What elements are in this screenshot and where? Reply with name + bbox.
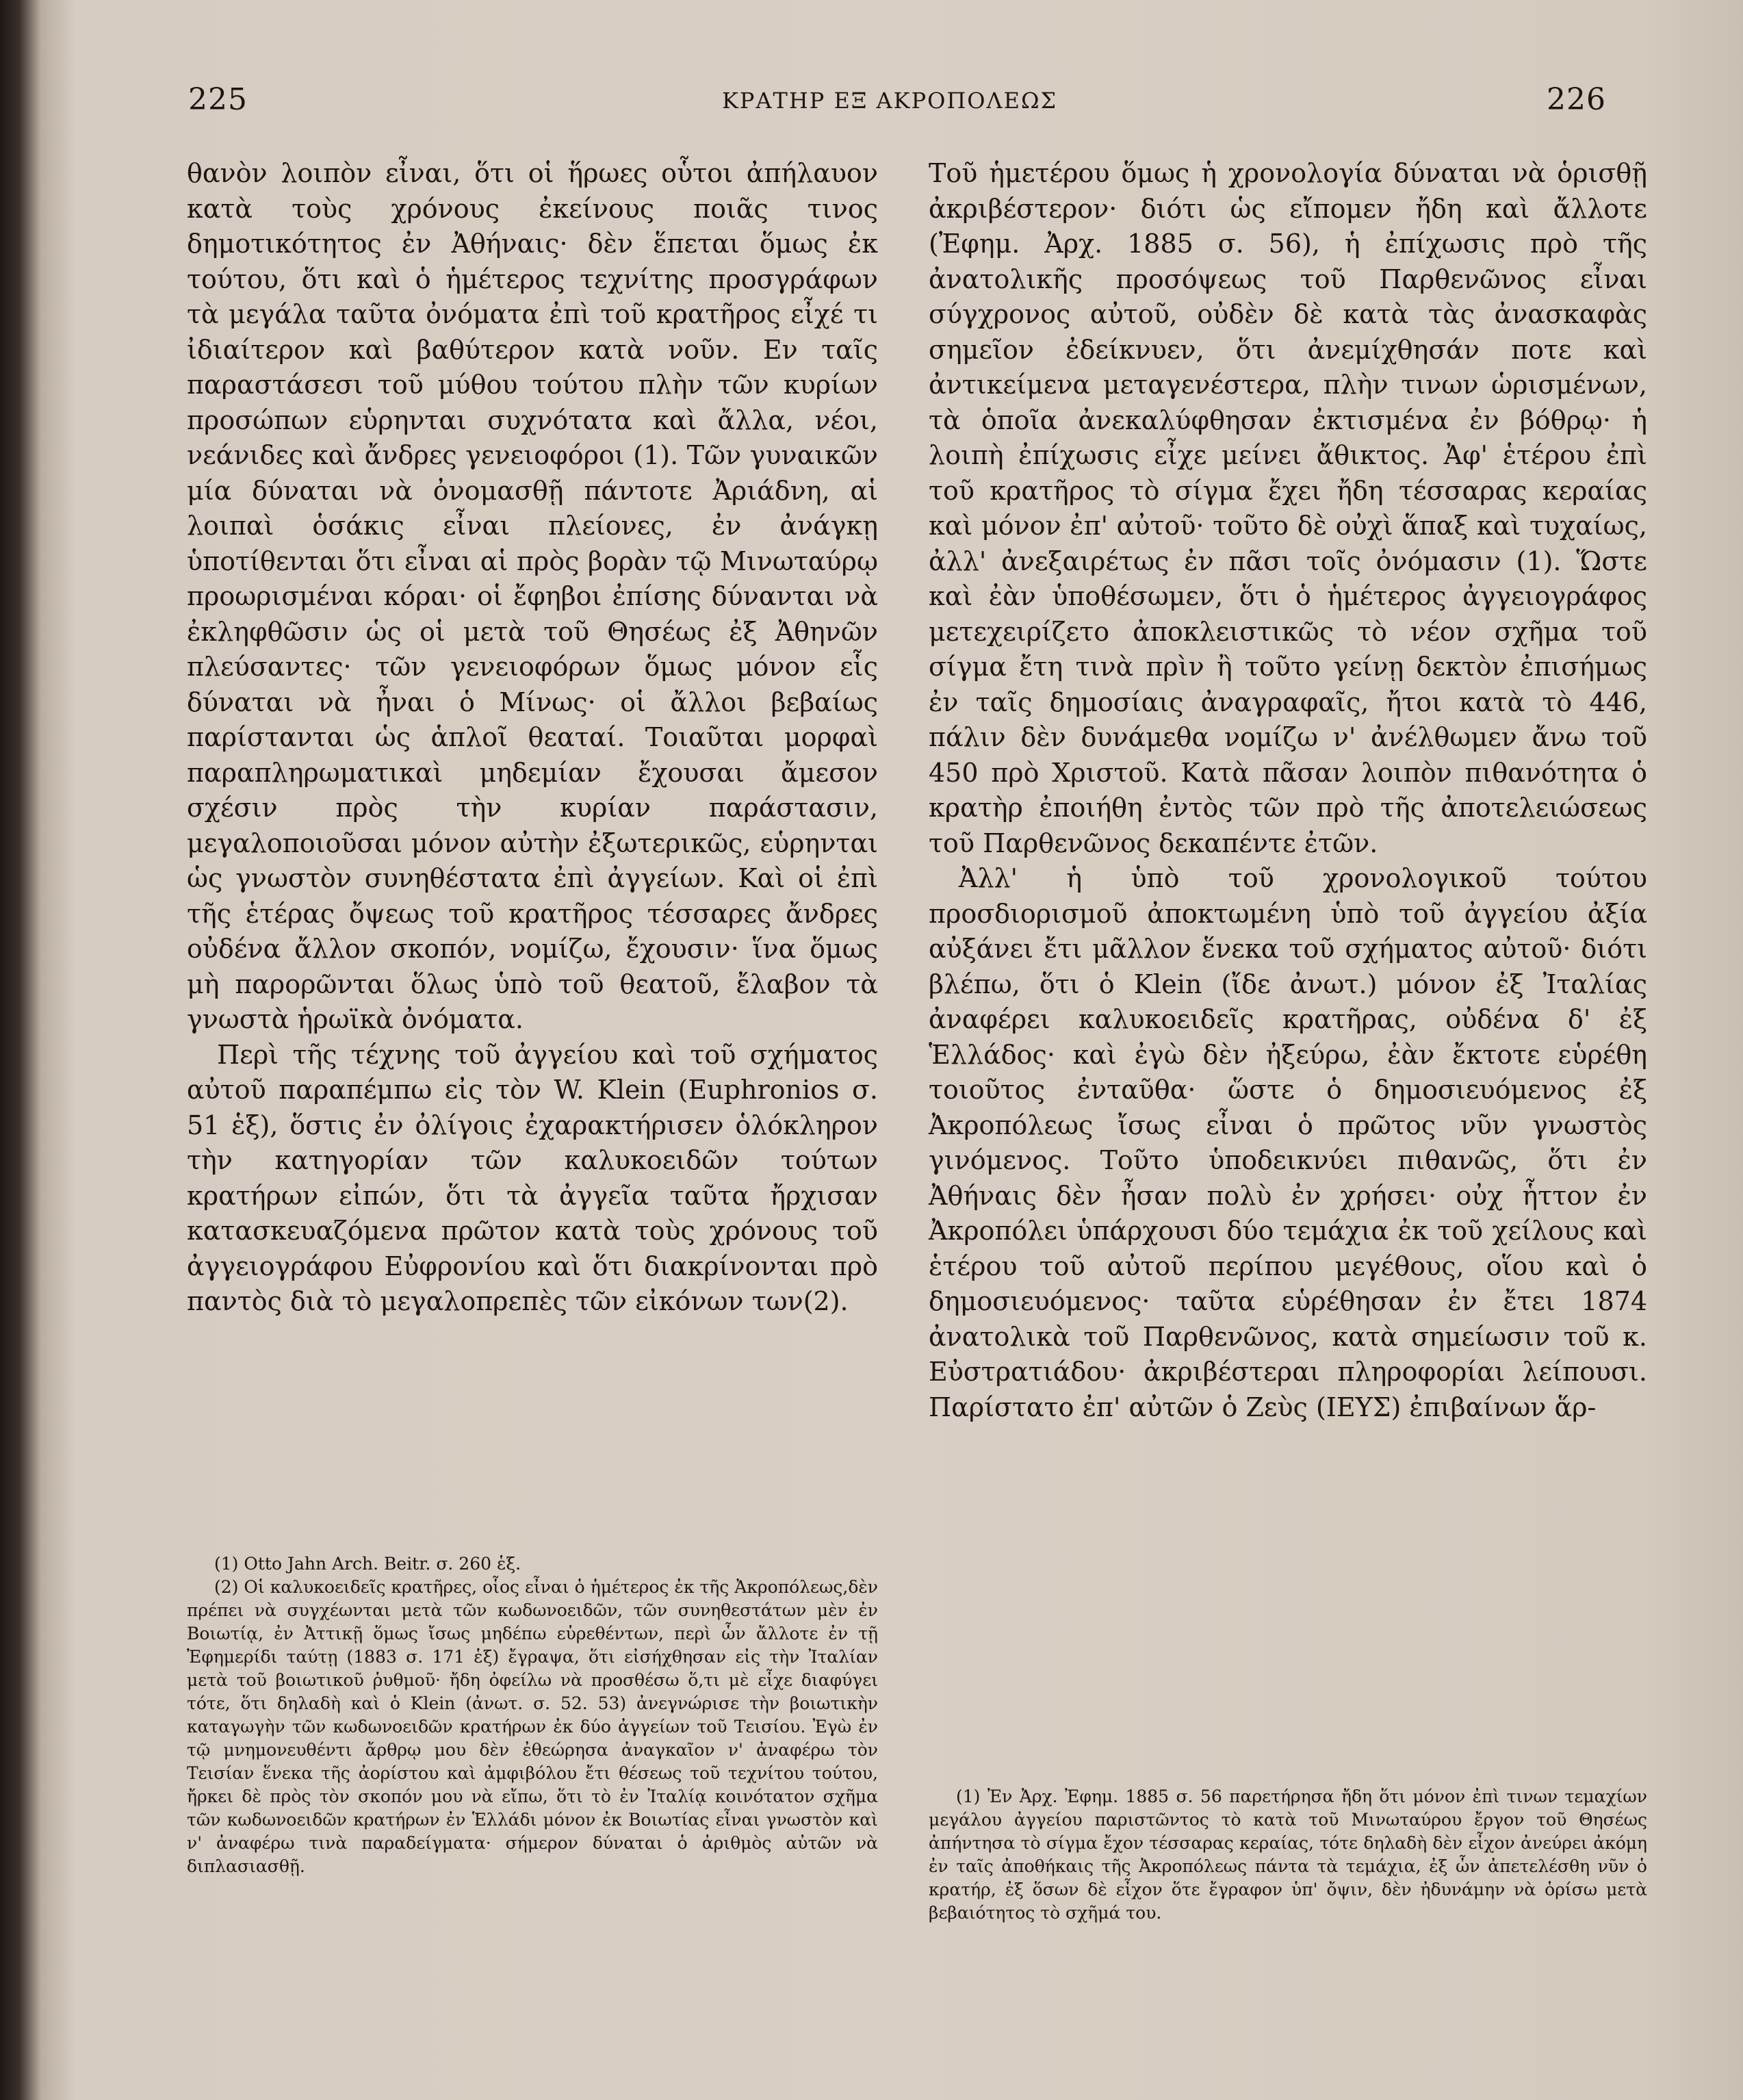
left-footnote-2: (2) Οἱ καλυκοειδεῖς κρατῆρες, οἷος εἶναι ὁ ἡμέτερος ἐκ τῆς Ἀκροπόλεως,δὲν πρέπει νὰ συγχέωνται μετὰ τῶν κωδωνοειδῶν, τῶν συνηθεστάτων μὲν ἐν Βοιωτίᾳ, ἐν Ἀττικῇ ὅμως ἴσως μηδέπω εὑρεθέντων, περὶ ὧν ἄλλοτε ἐν τῇ Ἐφημερίδι ταύτῃ (1883 σ. 171 ἑξ) ἔγραψα, ὅτι εἰσήχθησαν εἰς τὴν Ἰταλίαν μετὰ τοῦ βοιωτικοῦ ῥυθμοῦ· ἤδη ὀφείλω νὰ προσθέσω ὅ,τι μὲ εἶχε διαφύγει τότε, ὅτι δηλαδὴ καὶ ὁ Klein (ἀνωτ. σ. 52. 53) ἀνεγνώρισε τὴν βοιωτικὴν καταγωγὴν τῶν κωδωνοειδῶν κρατήρων ἐκ δύο ἀγγείων τοῦ Τεισίου. Ἐγὼ ἐν τῷ μνημονευθέντι ἄρθρῳ μου δὲν ἐθεώρησα ἀναγκαῖον ν' ἀναφέρω τὸν Τεισίαν ἕνεκα τῆς ἀορίστου καὶ ἀμφιβόλου ἔτι θέσεως τοῦ τεχνίτου τούτου, ἤρκει δὲ πρὸς τὸν σκοπόν μου νὰ εἴπω, ὅτι τὸ ἐν Ἰταλίᾳ κοινότατον σχῆμα τῶν κωδωνοειδῶν κρατήρων ἐν Ἑλλάδι μόνον ἐκ Βοιωτίας εἶναι γνωστὸν καὶ ν' ἀναφέρω τινὰ παραδείγματα· σήμερον δύναται ὁ ἀριθμὸς αὐτῶν νὰ διπλασιασθῇ. bbox=[187, 1577, 878, 1876]
right-footnote-1: (1) Ἐν Ἀρχ. Ἐφημ. 1885 σ. 56 παρετήρησα ἤδη ὅτι μόνον ἐπὶ τινων τεμαχίων μεγάλου ἀγγείου παριστῶντος τὸ κατὰ τοῦ Μινωταύρου ἔργον τοῦ Θησέως ἀπήντησα τὸ σίγμα ἔχον τέσσαρας κεραίας, τότε δηλαδὴ δὲν εἶχον ἀνεύρει ἀκόμη ἐν ταῖς ἀποθήκαις τῆς Ἀκροπόλεως πάντα τὰ τεμάχια, ἐξ ὧν ἀπετελέσθη νῦν ὁ κρατήρ, ἐξ ὅσων δὲ εἶχον ὅτε ἔγραφον ὑπ' ὄψιν, δὲν ἠδυνάμην νὰ ὁρίσω μετὰ βεβαιότητος τὸ σχῆμά του. bbox=[929, 1787, 1647, 1923]
left-text-column bbox=[187, 156, 878, 1320]
right-paragraph-2: Ἀλλ' ἡ ὑπὸ τοῦ χρονολογικοῦ τούτου προσδιορισμοῦ ἀποκτωμένη ὑπὸ τοῦ ἀγγείου ἀξία αὐξάνει ἔτι μᾶλλον ἕνεκα τοῦ σχήματος αὐτοῦ· διότι βλέπω, ὅτι ὁ Klein (ἴδε ἀνωτ.) μόνον ἐξ Ἰταλίας ἀναφέρει καλυκοειδεῖς κρατῆρας, οὐδένα δ' ἐξ Ἑλλάδος· καὶ ἐγὼ δὲν ἠξεύρω, ἐὰν ἔκτοτε εὑρέθη τοιοῦτος ἐνταῦθα· ὥστε ὁ δημοσιευόμενος ἐξ Ἀκροπόλεως ἴσως εἶναι ὁ πρῶτος νῦν γνωστὸς γινόμενος. Τοῦτο ὑποδεικνύει πιθανῶς, ὅτι ἐν Ἀθήναις δὲν ἦσαν πολὺ ἐν χρήσει· οὐχ ἧττον ἐν Ἀκροπόλει ὑπάρχουσι δύο τεμάχια ἐκ τοῦ χείλους καὶ ἑτέρου τοῦ αὐτοῦ περίπου μεγέθους, οἵου καὶ ὁ δημοσιευόμενος· ταῦτα εὑρέθησαν ἐν ἔτει 1874 ἀνατολικὰ τοῦ Παρθενῶνος, κατὰ σημείωσιν τοῦ κ. Εὐστρατιάδου· ἀκριβέστεραι πληροφορίαι λείπουσι. Παρίστατο ἐπ' αὐτῶν ὁ Ζεὺς (ΙΕΥΣ) ἐπιβαίνων ἅρ- bbox=[929, 863, 1647, 1422]
right-footnotes bbox=[929, 1785, 1647, 1925]
running-title: ΚΡΑΤΗΡ ΕΞ ΑΚΡΟΠΟΛΕΩΣ bbox=[722, 88, 1058, 114]
running-head bbox=[65, 82, 1743, 130]
left-footnotes bbox=[187, 1552, 878, 1878]
left-footnote-1: (1) Otto Jahn Arch. Beitr. σ. 260 ἑξ. bbox=[214, 1554, 521, 1574]
left-paragraph-2: Περὶ τῆς τέχνης τοῦ ἀγγείου καὶ τοῦ σχήματος αὐτοῦ παραπέμπω εἰς τὸν W. Klein (Euphronios σ. 51 ἑξ), ὅστις ἐν ὀλίγοις ἐχαρακτήρισεν ὁλόκληρον τὴν κατηγορίαν τῶν καλυκοειδῶν τούτων κρατήρων εἰπών, ὅτι τὰ ἀγγεῖα ταῦτα ἤρχισαν κατασκευαζόμενα πρῶτον κατὰ τοὺς χρόνους τοῦ ἀγγειογράφου Εὐφρονίου καὶ ὅτι διακρίνονται πρὸ παντὸς διὰ τὸ μεγαλοπρεπὲς τῶν εἰκόνων των(2). bbox=[187, 1039, 878, 1316]
page-number-left: 225 bbox=[188, 82, 248, 117]
left-paragraph-1: θανὸν λοιπὸν εἶναι, ὅτι οἱ ἥρωες οὗτοι ἀπήλαυον κατὰ τοὺς χρόνους ἐκείνους ποιᾶς τινος δημοτικότητος ἐν Ἀθήναις· δὲν ἕπεται ὅμως ἐκ τούτου, ὅτι καὶ ὁ ἡμέτερος τεχνίτης προσγράφων τὰ μεγάλα ταῦτα ὀνόματα ἐπὶ τοῦ κρατῆρος εἶχέ τι ἰδιαίτερον καὶ βαθύτερον κατὰ νοῦν. Εν ταῖς παραστάσεσι τοῦ μύθου τούτου πλὴν τῶν κυρίων προσώπων εὑρηνται συχνότατα καὶ ἄλλα, νέοι, νεάνιδες καὶ ἄνδρες γενειοφόροι (1). Τῶν γυναικῶν μία δύναται νὰ ὀνομασθῇ πάντοτε Ἀριάδνη, αἱ λοιπαὶ ὁσάκις εἶναι πλείονες, ἐν ἀνάγκῃ ὑποτίθενται ὅτι εἶναι αἱ πρὸς βορὰν τῷ Μινωταύρῳ προωρισμέναι κόραι· οἱ ἔφηβοι ἐπίσης δύνανται νὰ ἐκληφθῶσιν ὡς οἱ μετὰ τοῦ Θησέως ἐξ Ἀθηνῶν πλεύσαντες· τῶν γενειοφόρων ὅμως μόνον εἷς δύναται νὰ ἦναι ὁ Μίνως· οἱ ἄλλοι βεβαίως παρίστανται ὡς ἁπλοῖ θεαταί. Τοιαῦται μορφαὶ παραπληρωματικαὶ μηδεμίαν ἔχουσαι ἄμεσον σχέσιν πρὸς τὴν κυρίαν παράστασιν, μεγαλοποιοῦσαι μόνον αὐτὴν ἐξωτερικῶς, εὑρηνται ὡς γνωστὸν συνηθέστατα ἐπὶ ἀγγείων. Καὶ οἱ ἐπὶ τῆς ἑτέρας ὄψεως τοῦ κρατῆρος τέσσαρες ἄνδρες οὐδένα ἄλλον σκοπόν, νομίζω, ἔχουσιν· ἵνα ὅμως μὴ παρορῶνται ὅλως ὑπὸ τοῦ θεατοῦ, ἔλαβον τὰ γνωστὰ ἡρωϊκὰ ὀνόματα. bbox=[187, 158, 878, 1034]
page-number-right: 226 bbox=[1547, 82, 1606, 117]
right-paragraph-1: Τοῦ ἡμετέρου ὅμως ἡ χρονολογία δύναται νὰ ὁρισθῇ ἀκριβέστερον· διότι ὡς εἴπομεν ἤδη καὶ ἄλλοτε (Ἐφημ. Ἀρχ. 1885 σ. 56), ἡ ἐπίχωσις πρὸ τῆς ἀνατολικῆς προσόψεως τοῦ Παρθενῶνος εἶναι σύγχρονος αὐτοῦ, οὐδὲν δὲ κατὰ τὰς ἀνασκαφὰς σημεῖον ἐδείκνυεν, ὅτι ἀνεμίχθησάν ποτε καὶ ἀντικείμενα μεταγενέστερα, πλὴν τινων ὡρισμένων, τὰ ὁποῖα ἀνεκαλύφθησαν ἐκτισμένα ἐν βόθρῳ· ἡ λοιπὴ ἐπίχωσις εἶχε μείνει ἄθικτος. Ἀφ' ἑτέρου ἐπὶ τοῦ κρατῆρος τὸ σίγμα ἔχει ἤδη τέσσαρας κεραίας καὶ μόνον ἐπ' αὐτοῦ· τοῦτο δὲ οὐχὶ ἅπαξ καὶ τυχαίως, ἀλλ' ἀνεξαιρέτως ἐν πᾶσι τοῖς ὀνόμασιν (1). Ὥστε καὶ ἐὰν ὑποθέσωμεν, ὅτι ὁ ἡμέτερος ἀγγειογράφος μετεχειρίζετο ἀποκλειστικῶς τὸ νέον σχῆμα τοῦ σίγμα ἔτη τινὰ πρὶν ἢ τοῦτο γείνῃ δεκτὸν ἐπισήμως ἐν ταῖς δημοσίαις ἀναγραφαῖς, ἤτοι κατὰ τὸ 446, πάλιν δὲν δυνάμεθα νομίζω ν' ἀνέλθωμεν ἄνω τοῦ 450 πρὸ Χριστοῦ. Κατὰ πᾶσαν λοιπὸν πιθανότητα ὁ κρατὴρ ἐποιήθη ἐντὸς τῶν πρὸ τῆς ἀποτελειώσεως τοῦ Παρθενῶνος δεκαπέντε ἐτῶν. bbox=[929, 158, 1647, 858]
right-text-column bbox=[929, 156, 1647, 1425]
book-page-spread bbox=[65, 0, 1743, 2100]
